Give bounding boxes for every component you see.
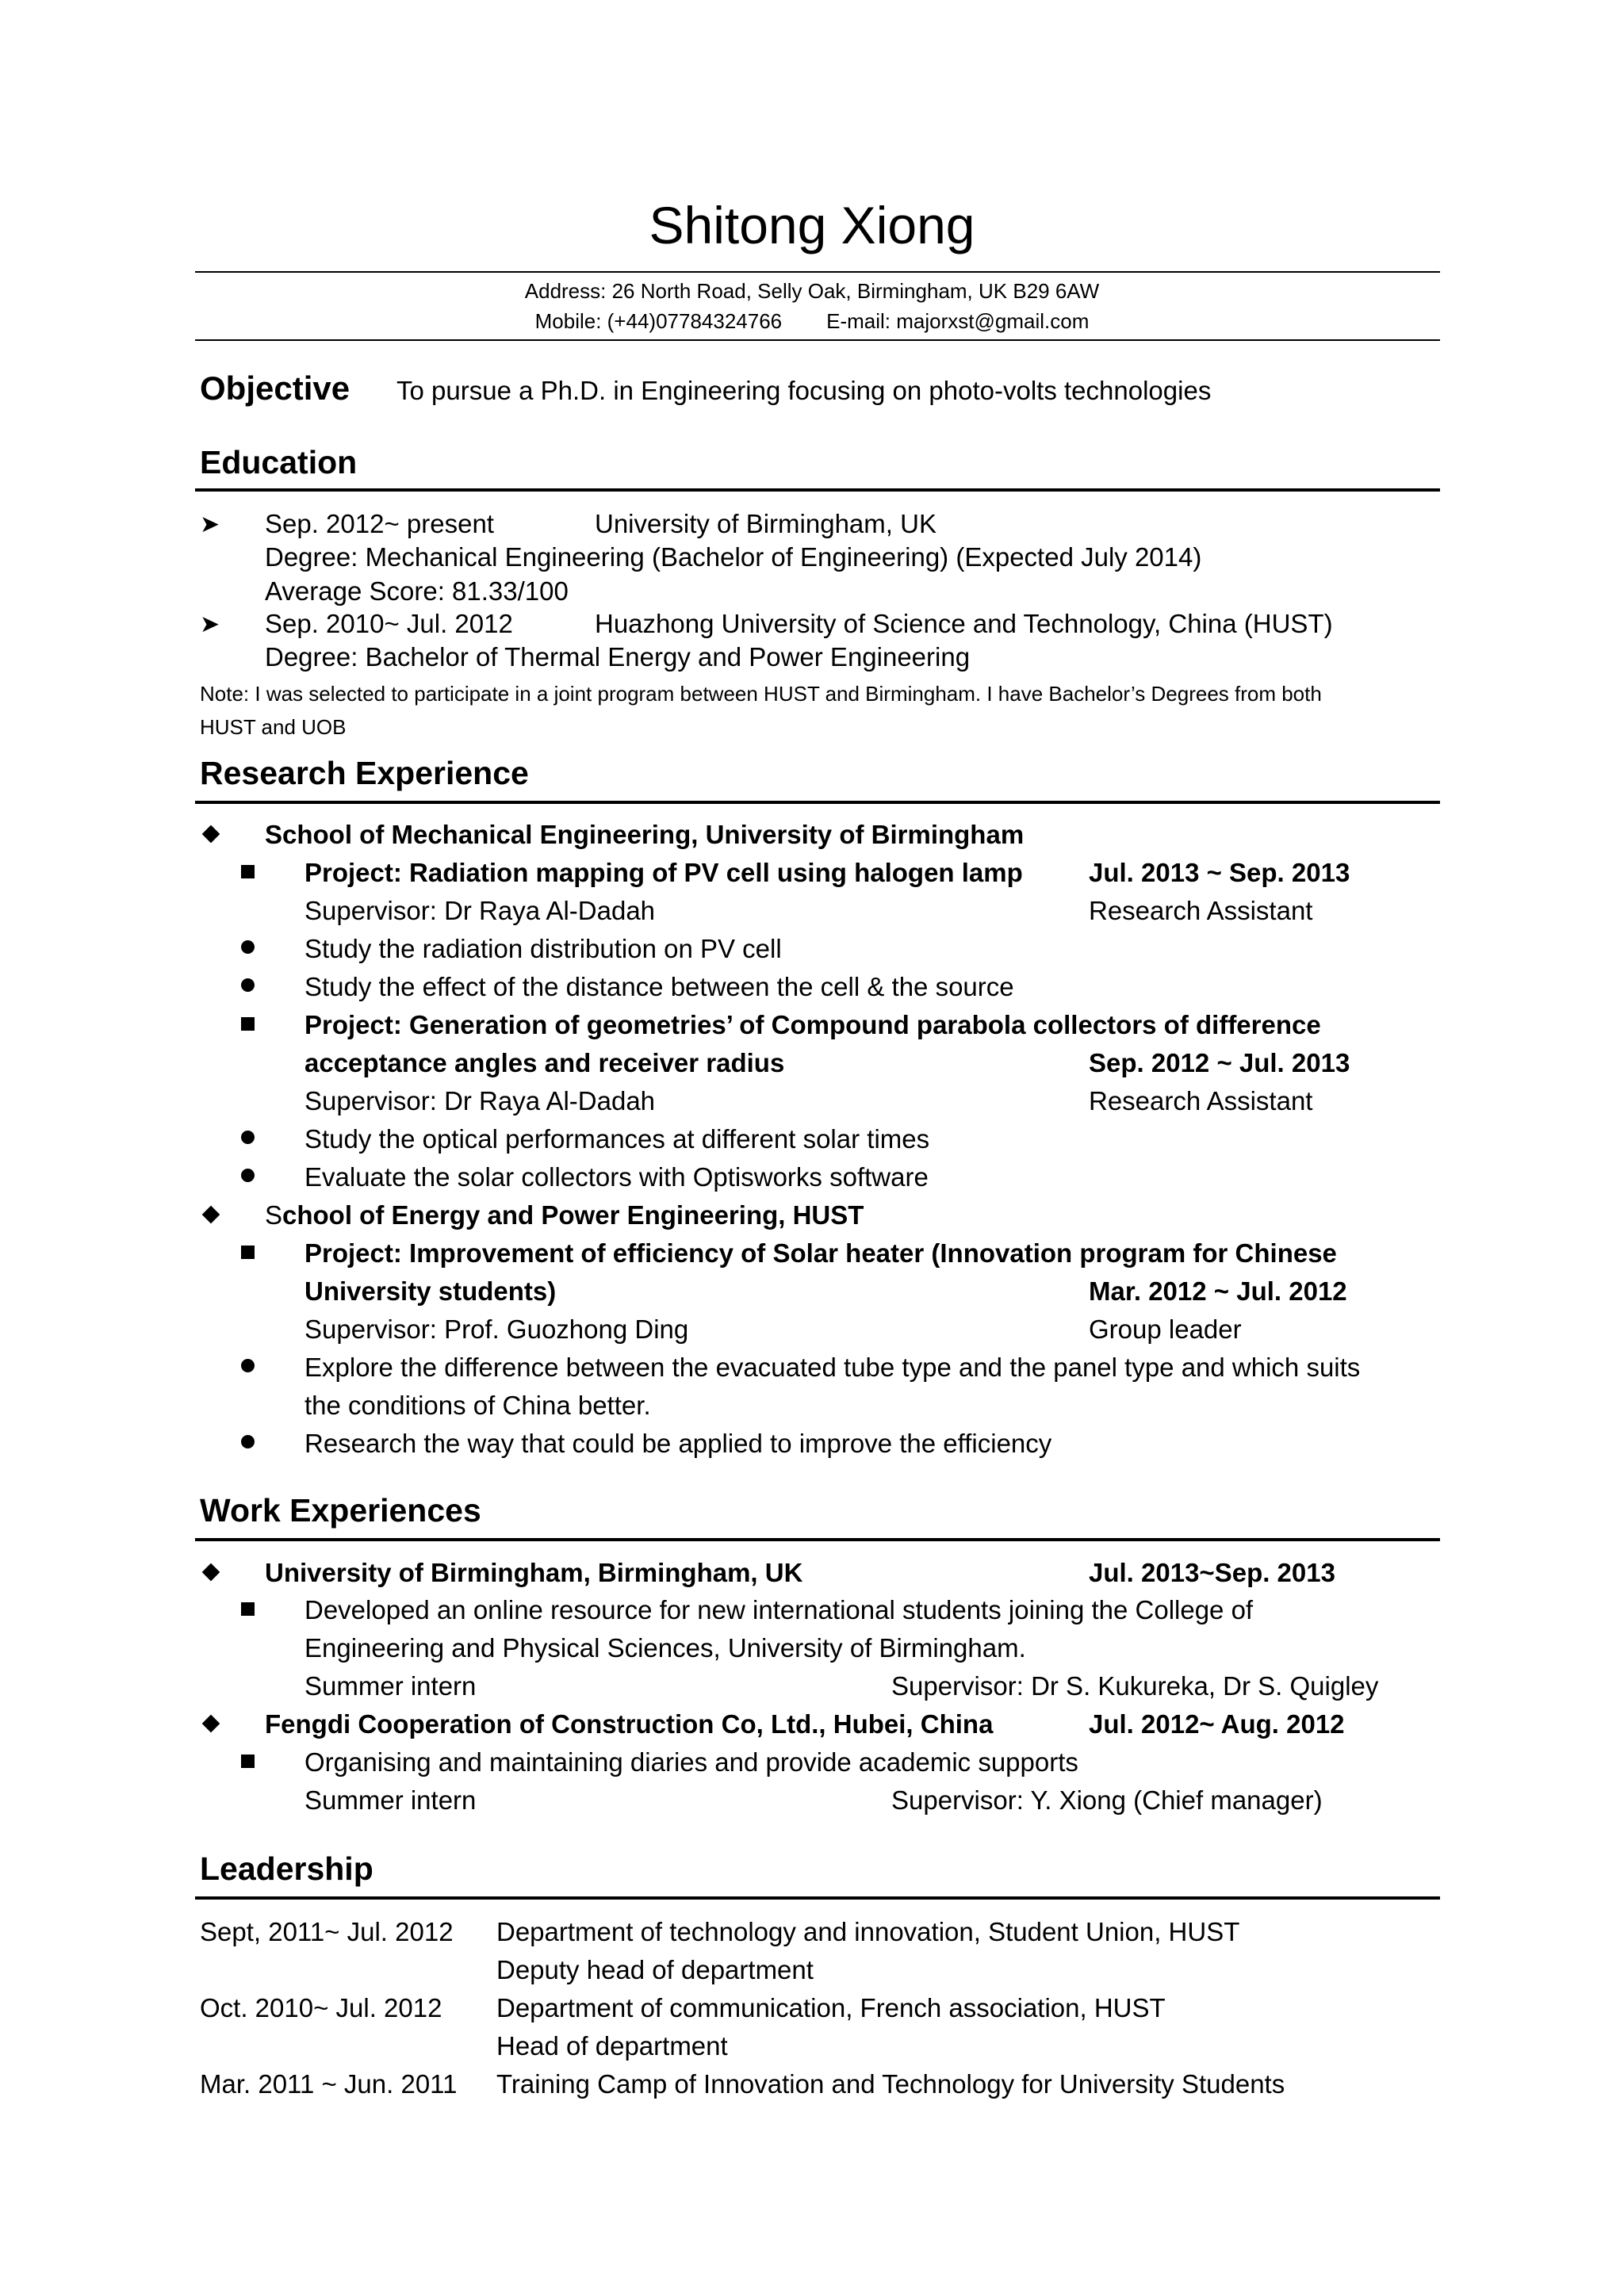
leadership-period: Mar. 2011 ~ Jun. 2011: [200, 2069, 458, 2099]
edu-school: Huazhong University of Science and Technology, China (HUST): [595, 609, 1333, 638]
job-description: Organising and maintaining diaries and provide academic supports: [304, 1747, 1078, 1777]
leadership-period: Oct. 2010~ Jul. 2012: [200, 1993, 442, 2022]
round-bullet-icon: [241, 1169, 255, 1182]
leadership-rule: [195, 1896, 1440, 1900]
project-item-cont: the conditions of China better.: [304, 1391, 651, 1420]
diamond-bullet-icon: [202, 825, 220, 844]
job-role: Summer intern: [304, 1785, 477, 1815]
project-date: Mar. 2012 ~ Jul. 2012: [1089, 1276, 1347, 1306]
education-note: Note: I was selected to participate in a joint program between HUST and Birmingham. I have Bachelor’s Degrees from both: [200, 682, 1322, 706]
project-item: Study the optical performances at different solar times: [304, 1124, 930, 1154]
job-org: University of Birmingham, Birmingham, UK: [265, 1558, 803, 1587]
project-item: Study the radiation distribution on PV cell: [304, 934, 782, 963]
edu-period: Sep. 2012~ present: [265, 509, 494, 538]
contact-line: [0, 309, 1624, 334]
diamond-bullet-icon: [202, 1563, 220, 1582]
job-org: Fengdi Cooperation of Construction Co, Ltd., Hubei, China: [265, 1709, 994, 1739]
round-bullet-icon: [241, 1359, 255, 1372]
education-note: HUST and UOB: [200, 715, 347, 739]
project-role: Research Assistant: [1089, 896, 1313, 925]
job-role: Summer intern: [304, 1671, 477, 1701]
project-role: Research Assistant: [1089, 1086, 1313, 1115]
project-item: Research the way that could be applied to improve the efficiency: [304, 1429, 1052, 1458]
project-supervisor: Supervisor: Dr Raya Al-Dadah: [304, 1086, 656, 1115]
project-title-cont: University students): [304, 1276, 557, 1306]
project-item: Study the effect of the distance between the cell & the source: [304, 972, 1014, 1001]
leadership-role: Head of department: [496, 2031, 728, 2061]
project-title-cont: acceptance angles and receiver radius: [304, 1048, 785, 1077]
edu-degree: Degree: Bachelor of Thermal Energy and Power Engineering: [265, 642, 971, 672]
research-org: School of Mechanical Engineering, University of Birmingham: [265, 820, 1025, 849]
square-bullet-icon: [241, 1246, 255, 1259]
project-role: Group leader: [1089, 1314, 1242, 1344]
objective-label: Objective: [200, 369, 350, 407]
project-item: Explore the difference between the evacuated tube type and the panel type and which suits: [304, 1353, 1361, 1382]
research-org-rest: chool of Energy and Power Engineering, HUST: [282, 1200, 864, 1230]
contact-email[interactable]: E-mail: majorxst@gmail.com: [826, 309, 1090, 333]
edu-score: Average Score: 81.33/100: [265, 576, 569, 606]
round-bullet-icon: [241, 1435, 255, 1448]
research-rule: [195, 801, 1440, 804]
contact-address: Address: 26 North Road, Selly Oak, Birmingham, UK B29 6AW: [524, 279, 1100, 303]
diamond-bullet-icon: [202, 1715, 220, 1733]
education-rule: [195, 488, 1440, 492]
education-heading: Education: [200, 444, 358, 480]
leadership-org: Department of technology and innovation, Student Union, HUST: [496, 1917, 1240, 1946]
project-title: Project: Generation of geometries’ of Compound parabola collectors of difference: [304, 1010, 1321, 1039]
job-description: Developed an online resource for new international students joining the College of: [304, 1595, 1254, 1624]
project-date: Jul. 2013 ~ Sep. 2013: [1089, 858, 1350, 887]
square-bullet-icon: [241, 865, 255, 878]
leadership-org: Training Camp of Innovation and Technology for University Students: [496, 2069, 1285, 2099]
project-title: Project: Improvement of efficiency of Solar heater (Innovation program for Chinese: [304, 1238, 1337, 1268]
leadership-role: Deputy head of department: [496, 1955, 814, 1984]
work-rule: [195, 1538, 1440, 1541]
leadership-heading: Leadership: [200, 1850, 373, 1887]
round-bullet-icon: [241, 1131, 255, 1144]
job-description-cont: Engineering and Physical Sciences, University of Birmingham.: [304, 1633, 1026, 1663]
job-supervisor: Supervisor: Dr S. Kukureka, Dr S. Quigley: [891, 1671, 1379, 1701]
research-org-initial: S: [265, 1200, 283, 1230]
leadership-period: Sept, 2011~ Jul. 2012: [200, 1917, 454, 1946]
square-bullet-icon: [241, 1755, 255, 1768]
project-title: Project: Radiation mapping of PV cell using halogen lamp: [304, 858, 1023, 887]
edu-degree: Degree: Mechanical Engineering (Bachelor of Engineering) (Expected July 2014): [265, 542, 1202, 572]
project-supervisor: Supervisor: Prof. Guozhong Ding: [304, 1314, 689, 1344]
round-bullet-icon: [241, 978, 255, 992]
project-item: Evaluate the solar collectors with Optisworks software: [304, 1162, 929, 1192]
job-date: Jul. 2013~Sep. 2013: [1089, 1558, 1335, 1587]
work-heading: Work Experiences: [200, 1492, 481, 1529]
square-bullet-icon: [241, 1602, 255, 1616]
round-bullet-icon: [241, 940, 255, 954]
research-heading: Research Experience: [200, 755, 529, 791]
contact-mobile: Mobile: (+44)07784324766: [534, 309, 783, 333]
edu-school: University of Birmingham, UK: [595, 509, 936, 538]
job-supervisor: Supervisor: Y. Xiong (Chief manager): [891, 1785, 1323, 1815]
project-supervisor: Supervisor: Dr Raya Al-Dadah: [304, 896, 656, 925]
candidate-name: Shitong Xiong: [649, 196, 975, 254]
header-bottom-rule: [195, 339, 1440, 341]
project-date: Sep. 2012 ~ Jul. 2013: [1089, 1048, 1350, 1077]
diamond-bullet-icon: [202, 1206, 220, 1224]
arrow-bullet-icon: ➤: [200, 511, 220, 538]
job-date: Jul. 2012~ Aug. 2012: [1089, 1709, 1345, 1739]
square-bullet-icon: [241, 1017, 255, 1031]
header-top-rule: [195, 271, 1440, 273]
edu-period: Sep. 2010~ Jul. 2012: [265, 609, 513, 638]
leadership-org: Department of communication, French association, HUST: [496, 1993, 1166, 2022]
arrow-bullet-icon: ➤: [200, 611, 220, 637]
objective-text: To pursue a Ph.D. in Engineering focusing on photo-volts technologies: [396, 376, 1212, 405]
research-org: [265, 1200, 864, 1230]
